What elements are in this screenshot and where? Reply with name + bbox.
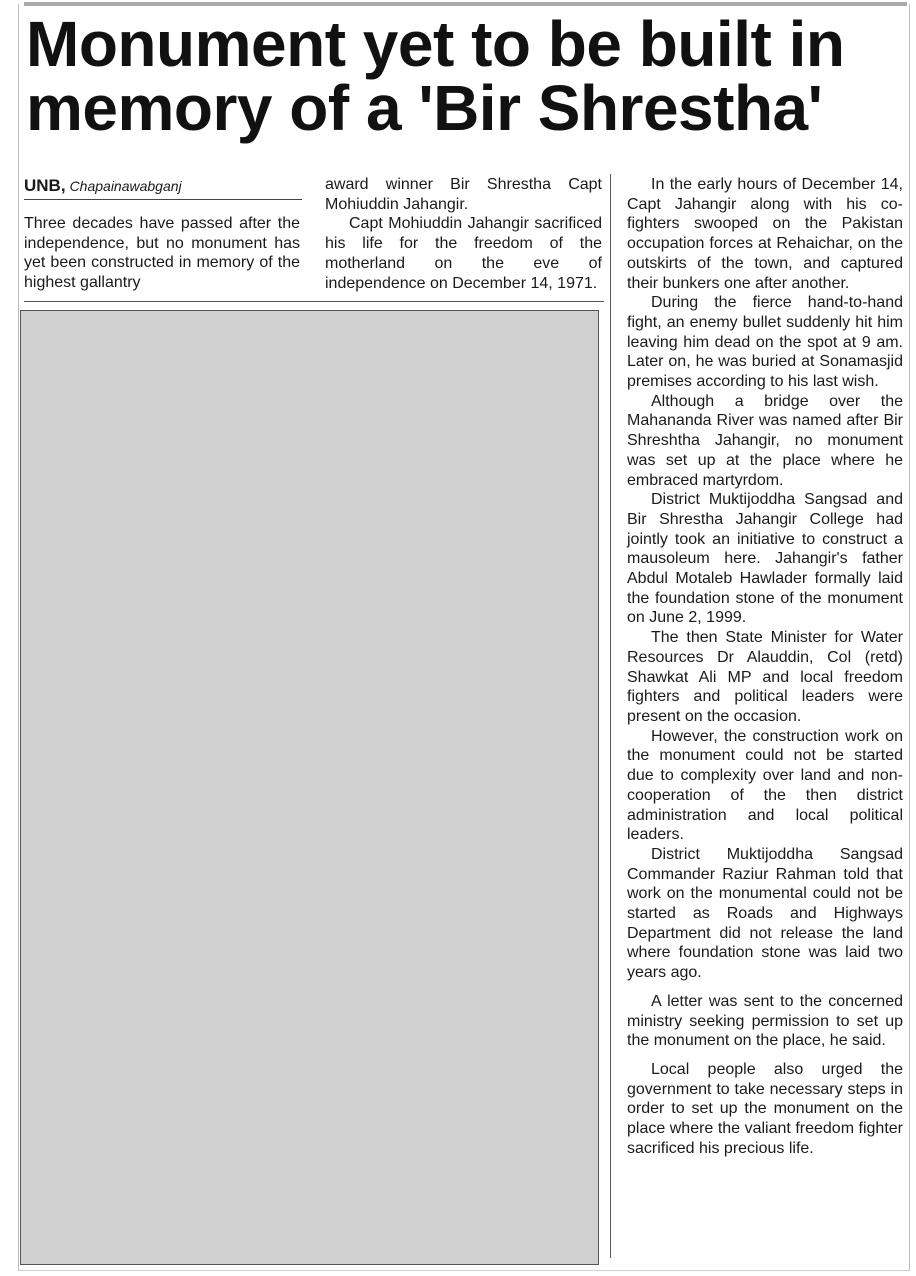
byline-place: Chapainawabganj [69, 178, 182, 194]
headline [26, 8, 906, 144]
photo-placeholder [20, 310, 599, 1265]
column-3 [627, 175, 903, 1158]
column-2 [325, 175, 602, 293]
paragraph: A letter was sent to the concerned ministry seeking permission to set up the monument on the place, he said. [627, 992, 903, 1050]
paragraph: District Muktijoddha Sangsad and Bir Shrestha Jahangir College had jointly took an initiative to construct a mausoleum here. Jahangir's father Abdul Motaleb Hawlader formally laid the foundation stone of the monument on June 2, 1999. [627, 491, 903, 627]
paragraph: Local people also urged the government to take necessary steps in order to set up the monument on the place where the valiant freedom fighter sacrificed his precious life. [627, 1060, 903, 1157]
headline-line-1: Monument yet to be built in [26, 8, 845, 80]
paragraph: Although a bridge over the Mahananda River was named after Bir Shreshtha Jahangir, no monument was set up at the place where he embraced martyrdom. [627, 392, 903, 489]
paragraph: During the fierce hand-to-hand fight, an enemy bullet suddenly hit him leaving him dead on the spot at 9 am. Later on, he was buried at Sonamasjid premises according to his last wish. [627, 294, 903, 391]
column-1 [24, 214, 300, 293]
paragraph: District Muktijoddha Sangsad Commander Raziur Rahman told that work on the monumental could not be started as Roads and Highways Department did not release the land where foundation stone was laid two years ago. [627, 845, 903, 982]
paragraph: In the early hours of December 14, Capt Jahangir along with his co-fighters swooped on the Pakistan occupation forces at Rehaichar, on the outskirts of the town, and captured their bunkers one after another. [627, 176, 903, 292]
column-divider-horizontal [24, 301, 604, 302]
paragraph: Capt Mohiuddin Jahangir sacrificed his life for the freedom of the motherland on the eve of independence on December 14, 1971. [325, 215, 602, 292]
headline-line-2: memory of a 'Bir Shrestha' [26, 72, 823, 144]
paragraph: The then State Minister for Water Resources Dr Alauddin, Col (retd) Shawkat Ali MP and local freedom fighters and political leaders were present on the occasion. [627, 629, 903, 725]
paragraph: award winner Bir Shrestha Capt Mohiuddin Jahangir. [325, 176, 602, 213]
byline [24, 176, 302, 200]
paragraph: Three decades have passed after the independence, but no monument has yet been constructed in memory of the highest gallantry [24, 215, 300, 292]
byline-agency: UNB, [24, 176, 66, 195]
column-divider-vertical [610, 174, 611, 1258]
paragraph: However, the construction work on the monument could not be started due to complexity over land and non-cooperation of the then district administration and local political leaders. [627, 727, 903, 844]
